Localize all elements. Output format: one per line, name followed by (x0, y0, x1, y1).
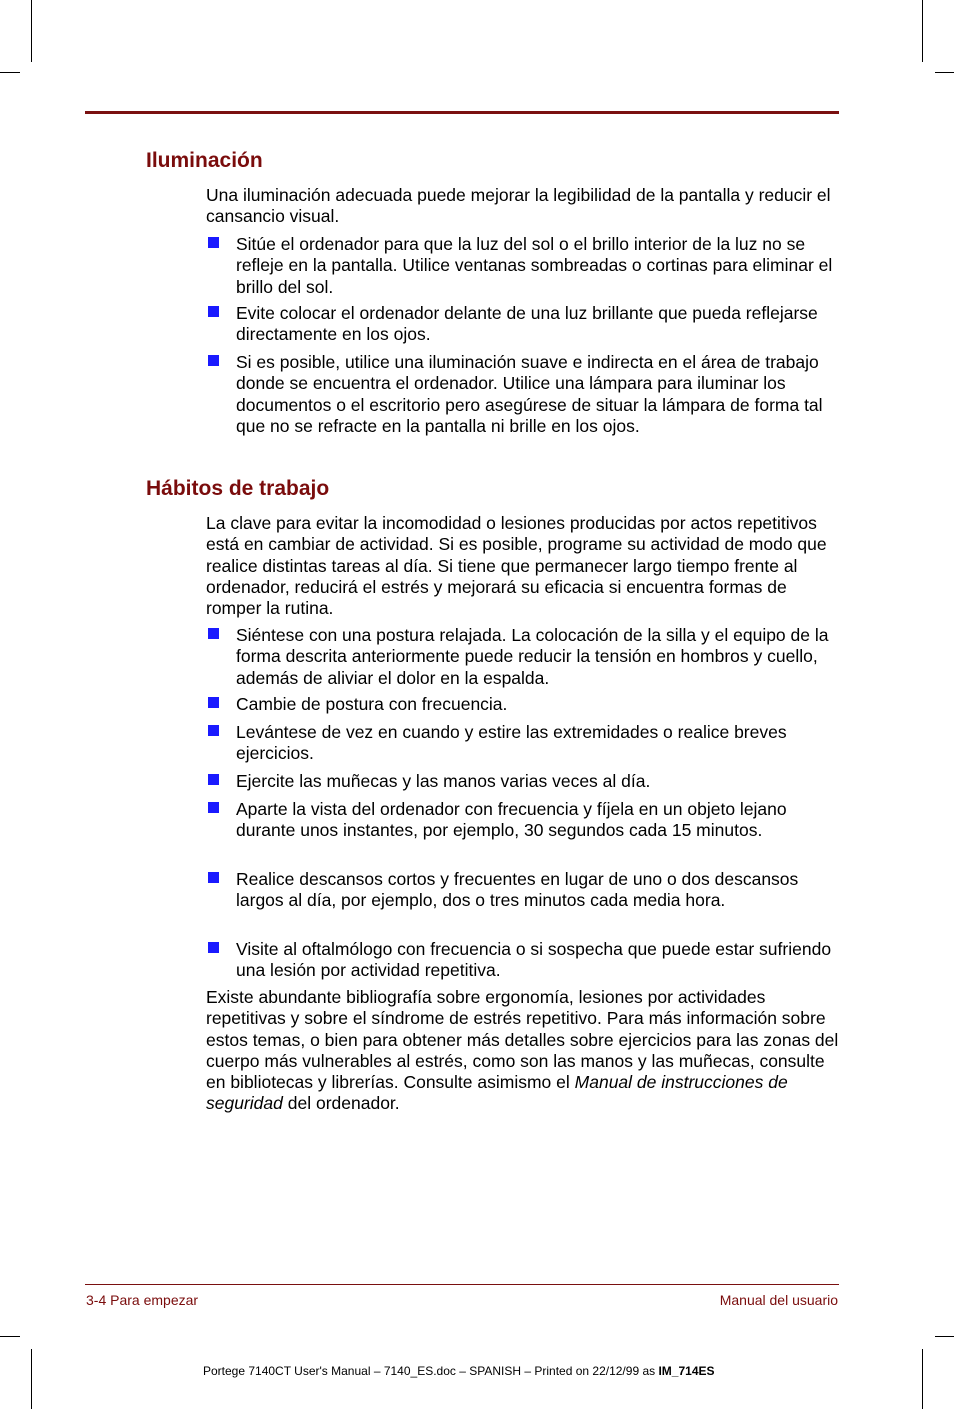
square-bullet-icon (208, 802, 219, 813)
list-item: Evite colocar el ordenador delante de una luz brillante que pueda reflejarse directamente en los ojos. (206, 303, 846, 346)
manual-reference: Manual de instrucciones de seguridad (206, 1072, 788, 1114)
list-item: Sitúe el ordenador para que la luz del sol o el brillo interior de la luz no se refleje en la pantalla. Utilice ventanas sombreadas o cortinas para eliminar el brillo del sol. (206, 234, 846, 298)
section-intro: Una iluminación adecuada puede mejorar la legibilidad de la pantalla y reducir el cansancio visual. (206, 185, 831, 227)
footer-rule (85, 1284, 839, 1285)
section-heading-habitos: Hábitos de trabajo (146, 477, 330, 500)
square-bullet-icon (208, 237, 219, 248)
square-bullet-icon (208, 306, 219, 317)
square-bullet-icon (208, 942, 219, 953)
square-bullet-icon (208, 774, 219, 785)
list-item: Visite al oftalmólogo con frecuencia o si sospecha que puede estar sufriendo una lesión por actividad repetitiva. (206, 939, 846, 982)
print-code: IM_714ES (658, 1364, 715, 1378)
footer-manual-title: Manual del usuario (719, 1292, 838, 1308)
print-info: Portege 7140CT User's Manual – 7140_ES.doc – SPANISH – Printed on 22/12/99 as IM_714ES (203, 1364, 715, 1378)
crop-mark (935, 72, 954, 73)
crop-mark (31, 0, 32, 62)
crop-mark (0, 72, 20, 73)
header-rule (85, 111, 839, 114)
list-item: Aparte la vista del ordenador con frecuencia y fíjela en un objeto lejano durante unos instantes, por ejemplo, 30 segundos cada 15 minutos. (206, 799, 846, 842)
square-bullet-icon (208, 872, 219, 883)
footer-page-section: 3-4 Para empezar (86, 1292, 199, 1308)
crop-mark (922, 0, 923, 62)
list-item: Cambie de postura con frecuencia. (206, 694, 846, 715)
closing-paragraph: Existe abundante bibliografía sobre ergonomía, lesiones por actividades repetitivas y sobre el síndrome de estrés repetitivo. Para más información sobre estos temas, o bien para obtener más detalles sobre ejercicios para las zonas del cuerpo más vulnerables al estrés, como son las manos y las muñecas, consulte en bibliotecas y librerías. Consulte asimismo el Manual de instrucciones de seguridad del ordenador. (206, 987, 839, 1114)
section-intro: La clave para evitar la incomodidad o lesiones producidas por actos repetitivos está en cambiar de actividad. Si es posible, programe su actividad de modo que realice distintas tareas al día. Si tiene que permanecer largo tiempo frente al ordenador, reducirá el estrés y mejorará su eficacia si encuentra formas de romper la rutina. (206, 513, 827, 619)
crop-mark (922, 1349, 923, 1409)
list-item: Siéntese con una postura relajada. La colocación de la silla y el equipo de la forma descrita anteriormente puede reducir la tensión en hombros y cuello, además de aliviar el dolor en la espalda. (206, 625, 846, 689)
list-item: Ejercite las muñecas y las manos varias veces al día. (206, 771, 846, 792)
square-bullet-icon (208, 628, 219, 639)
square-bullet-icon (208, 697, 219, 708)
square-bullet-icon (208, 725, 219, 736)
list-item: Si es posible, utilice una iluminación suave e indirecta en el área de trabajo donde se encuentra el ordenador. Utilice una lámpara para iluminar los documentos o el escritorio pero asegúrese de situar la lámpara de forma tal que no se refracte en la pantalla ni brille en los ojos. (206, 352, 846, 437)
crop-mark (0, 1336, 20, 1337)
crop-mark (935, 1336, 954, 1337)
list-item: Levántese de vez en cuando y estire las extremidades o realice breves ejercicios. (206, 722, 846, 765)
square-bullet-icon (208, 355, 219, 366)
section-heading-iluminacion: Iluminación (146, 149, 263, 172)
list-item: Realice descansos cortos y frecuentes en lugar de uno o dos descansos largos al día, por ejemplo, dos o tres minutos cada media hora. (206, 869, 846, 912)
crop-mark (31, 1349, 32, 1409)
